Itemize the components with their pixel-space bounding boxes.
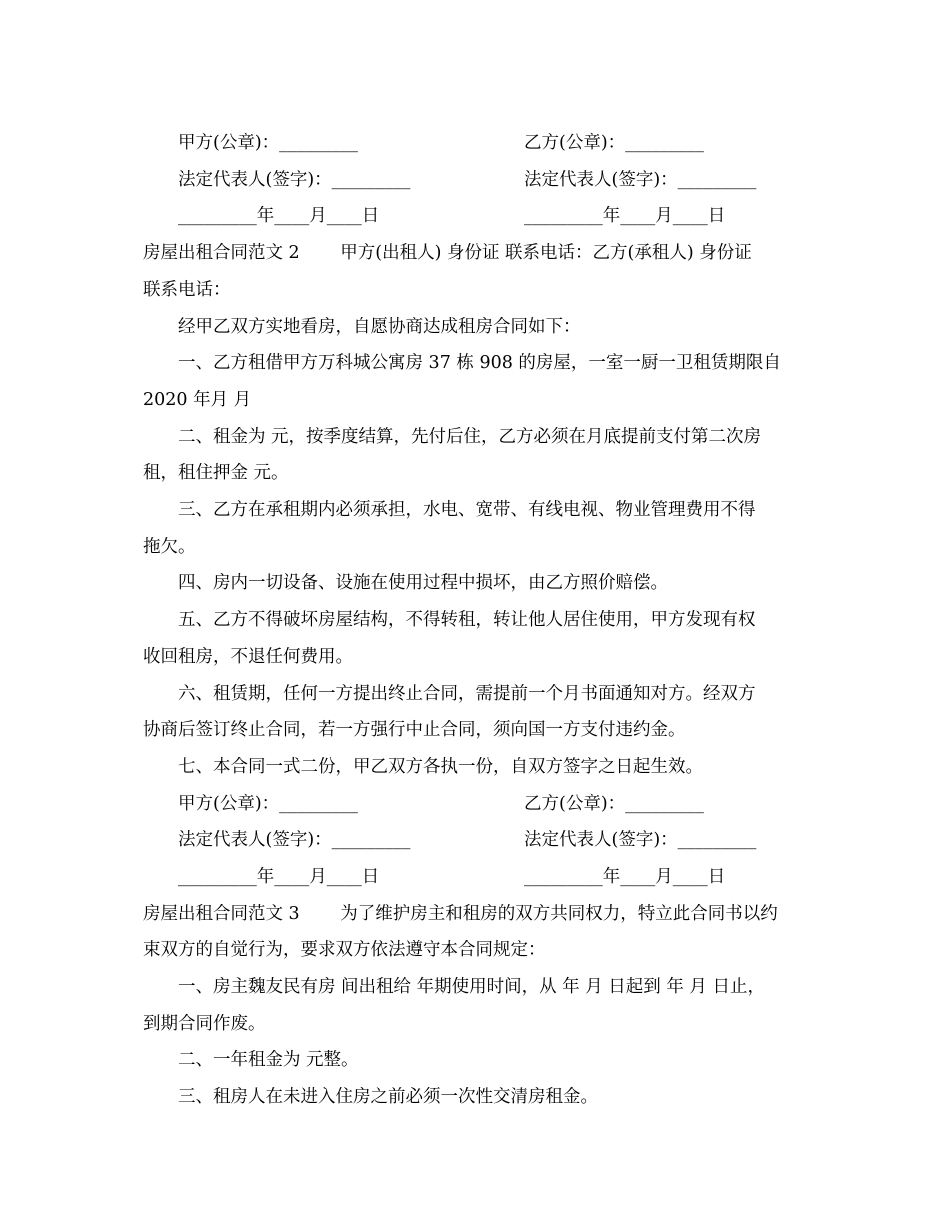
sample3-heading: 房屋出租合同范文 3 为了维护房主和租房的双方共同权力，特立此合同书以约	[143, 904, 778, 924]
sample2-clause-5-cont: 收回租房，不退任何费用。	[143, 647, 353, 667]
sample2-clause-5: 五、乙方不得破坏房屋结构，不得转租，转让他人居住使用，甲方发现有权	[178, 610, 756, 630]
sample2-heading: 房屋出租合同范文 2 甲方(出租人) 身份证 联系电话：乙方(承租人) 身份证	[143, 243, 752, 263]
party-a-date-line: _________年____月____日	[178, 867, 380, 887]
sample2-clause-4: 四、房内一切设备、设施在使用过程中损坏，由乙方照价赔偿。	[178, 573, 668, 593]
sample2-clause-6: 六、租赁期，任何一方提出终止合同，需提前一个月书面通知对方。经双方	[178, 684, 756, 704]
party-b-rep-line: 法定代表人(签字)：_________	[524, 830, 757, 850]
party-b-date-line: _________年____月____日	[524, 206, 726, 226]
sample3-clause-1-cont: 到期合同作废。	[143, 1014, 266, 1034]
party-a-date-line: _________年____月____日	[178, 206, 380, 226]
party-a-seal-line: 甲方(公章)：_________	[178, 794, 358, 814]
party-b-seal-line: 乙方(公章)：_________	[524, 794, 704, 814]
sample2-clause-2-cont: 租，租住押金 元。	[143, 463, 289, 483]
sample2-intro: 经甲乙双方实地看房，自愿协商达成租房合同如下：	[178, 317, 581, 337]
sample2-clause-7: 七、本合同一式二份，甲乙双方各执一份，自双方签字之日起生效。	[178, 757, 703, 777]
sample3-clause-1: 一、房主魏友民有房 间出租给 年期使用时间，从 年 月 日起到 年 月 日止，	[178, 977, 765, 997]
sample2-clause-1: 一、乙方租借甲方万科城公寓房 37 栋 908 的房屋，一室一厨一卫租赁期限自	[178, 353, 781, 373]
party-b-date-line: _________年____月____日	[524, 867, 726, 887]
party-a-rep-line: 法定代表人(签字)：_________	[178, 830, 411, 850]
sample3-clause-2: 二、一年租金为 元整。	[178, 1050, 359, 1070]
sample2-heading-cont: 联系电话：	[143, 280, 231, 300]
party-a-rep-line: 法定代表人(签字)：_________	[178, 170, 411, 190]
sample2-clause-3: 三、乙方在承租期内必须承担，水电、宽带、有线电视、物业管理费用不得	[178, 500, 756, 520]
sample2-clause-1-cont: 2020 年月 月	[143, 390, 252, 410]
party-b-rep-line: 法定代表人(签字)：_________	[524, 170, 757, 190]
sample2-clause-2: 二、租金为 元，按季度结算，先付后住，乙方必须在月底提前支付第二次房	[178, 427, 762, 447]
sample2-clause-3-cont: 拖欠。	[143, 537, 196, 557]
sample3-clause-3: 三、租房人在未进入住房之前必须一次性交清房租金。	[178, 1087, 598, 1107]
sample2-clause-6-cont: 协商后签订终止合同，若一方强行中止合同，须向国一方支付违约金。	[143, 720, 686, 740]
sample3-heading-cont: 束双方的自觉行为，要求双方依法遵守本合同规定：	[143, 940, 546, 960]
party-b-seal-line: 乙方(公章)：_________	[524, 133, 704, 153]
party-a-seal-line: 甲方(公章)：_________	[178, 133, 358, 153]
